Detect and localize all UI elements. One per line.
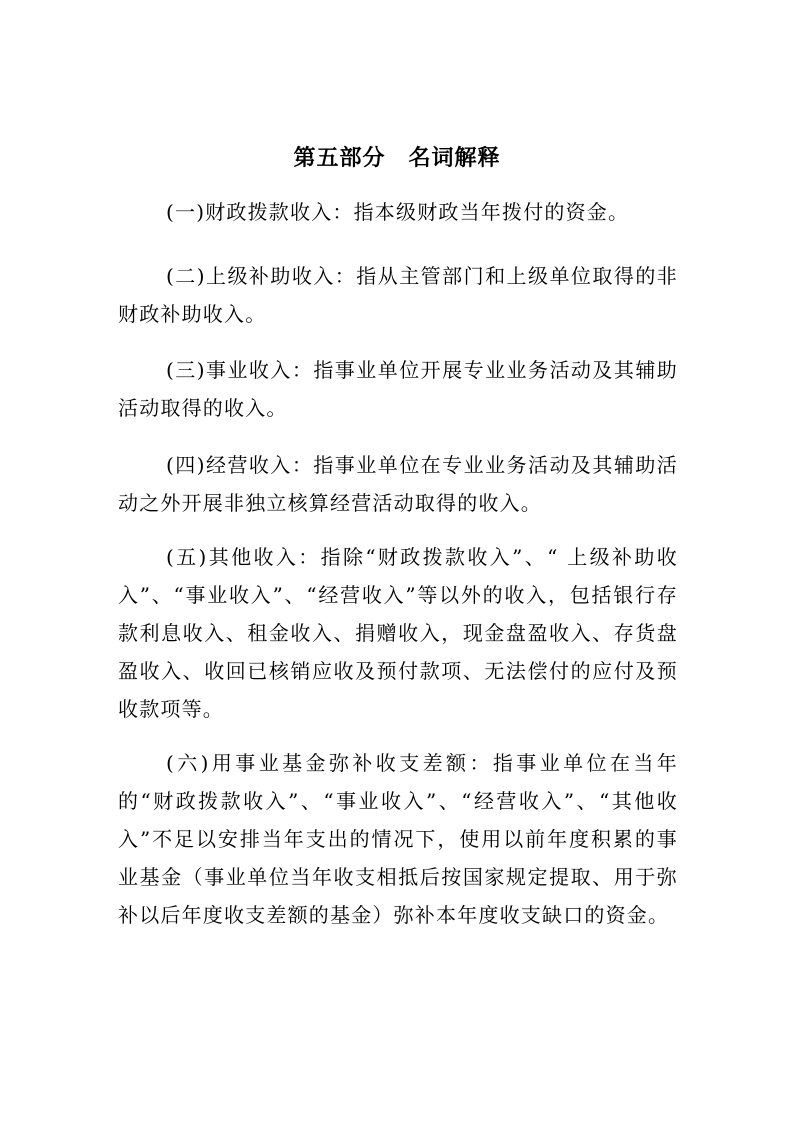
definition-paragraph-2: (二)上级补助收入：指从主管部门和上级单位取得的非财政补助收入。 [118,264,678,326]
page-title: 第五部分 名词解释 [293,145,501,171]
definition-paragraph-1: (一)财政拨款收入：指本级财政当年拨付的资金。 [166,200,630,224]
definition-paragraph-5: (五)其他收入：指除“财政拨款收入”、“ 上级补助收入”、“事业收入”、“经营收入”等以外的收入，包括银行存款利息收入、租金收入、捐赠收入，现金盘盈收入、存货盘盈收入、收回已核销应收及预付款项、无法偿付的应付及预收款项等。 [118,545,678,721]
definition-paragraph-3: (三)事业收入：指事业单位开展专业业务活动及其辅助活动取得的收入。 [118,358,678,420]
definition-paragraph-4: (四)经营收入：指事业单位在专业业务活动及其辅助活动之外开展非独立核算经营活动取得的收入。 [118,453,678,515]
definition-paragraph-6: (六)用事业基金弥补收支差额：指事业单位在当年的“财政拨款收入”、“事业收入”、“经营收入”、“其他收入”不足以安排当年支出的情况下，使用以前年度积累的事业基金（事业单位当年收支相抵后按国家规定提取、用于弥补以后年度收支差额的基金）弥补本年度收支缺口的资金。 [118,751,678,927]
